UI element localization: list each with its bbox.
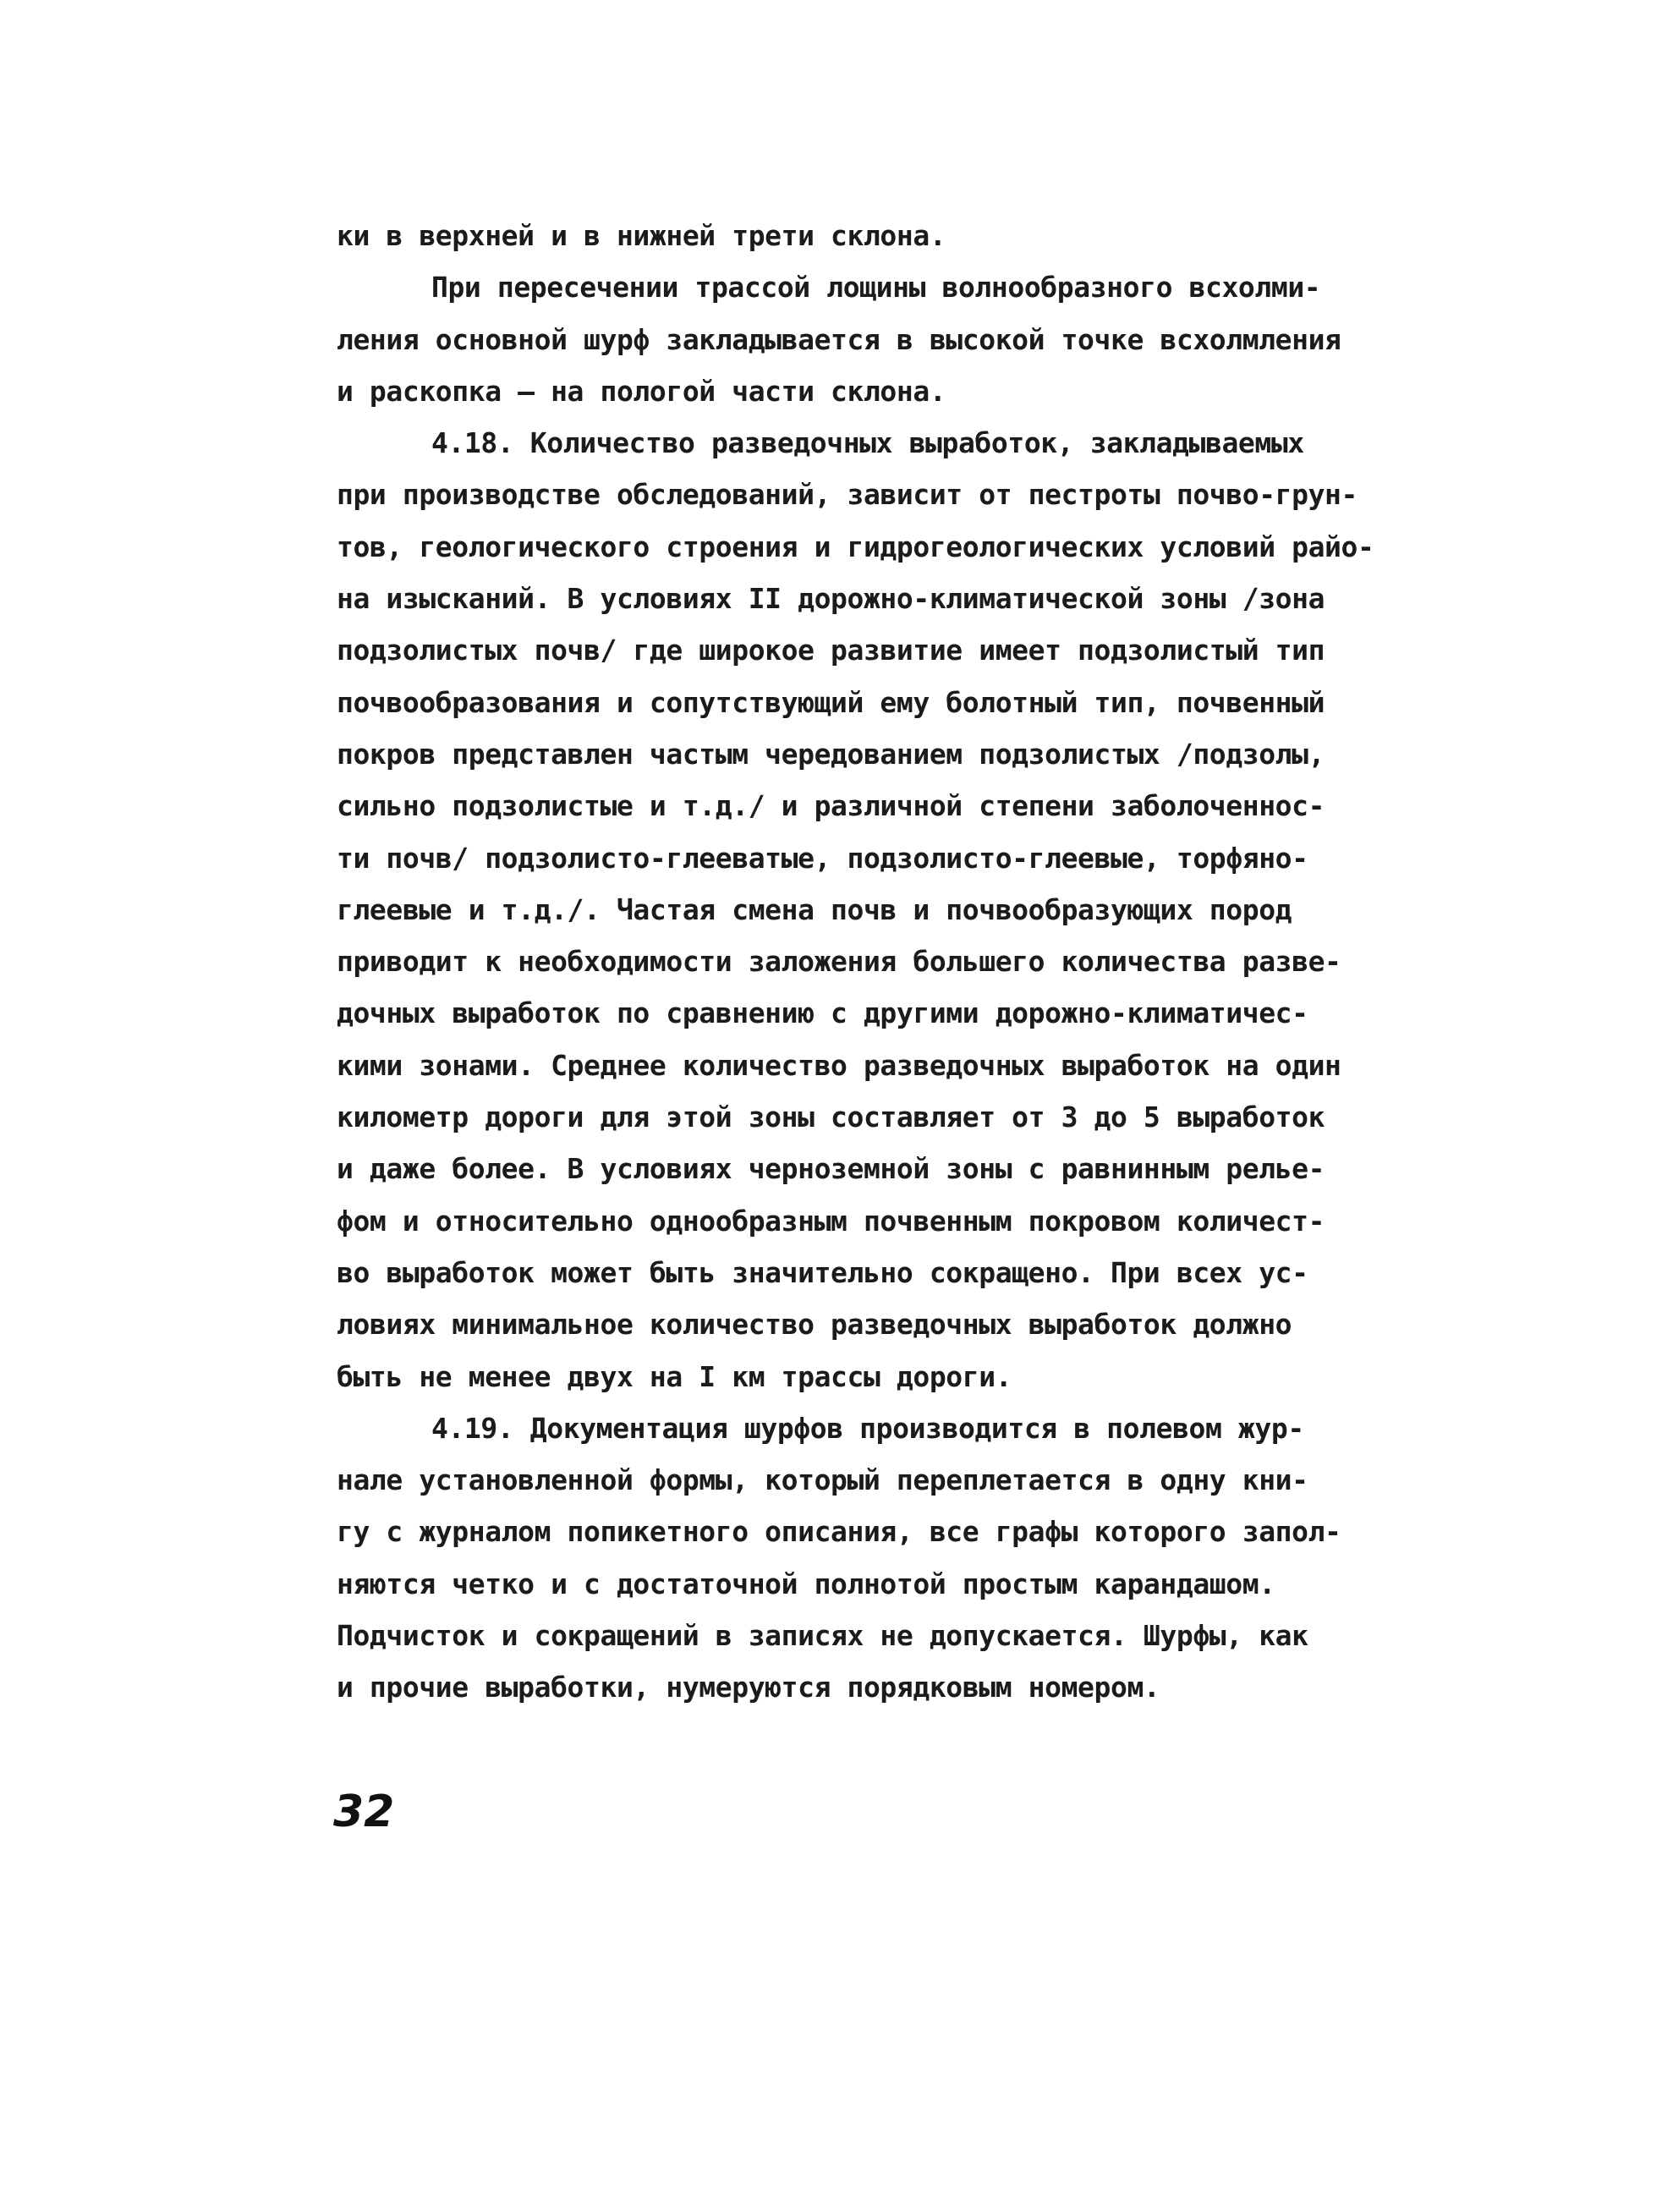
text-line: тов, геологического строения и гидрогеологических условий райо- xyxy=(337,530,1374,563)
text-line: и даже более. В условиях черноземной зоны с равнинным релье- xyxy=(337,1152,1325,1186)
text-line: приводит к необходимости заложения большего количества разве- xyxy=(337,945,1341,979)
text-line: нале установленной формы, который переплетается в одну кни- xyxy=(337,1463,1308,1497)
text-line: ки в верхней и в нижней трети склона. xyxy=(337,219,946,252)
body-text xyxy=(337,210,1394,1714)
paragraph-start-line: При пересечении трассой лощины волнообразного всхолми- xyxy=(431,271,1321,305)
section-4-18-heading-line: 4.18. Количество разведочных выработок, закладываемых xyxy=(431,426,1304,460)
page-number: 32 xyxy=(333,1787,395,1837)
text-line: на изысканий. В условиях II дорожно-климатической зоны /зона xyxy=(337,582,1325,616)
text-line: дочных выработок по сравнению с другими дорожно-климатичес- xyxy=(337,996,1308,1030)
text-line: во выработок может быть значительно сокращено. При всех ус- xyxy=(337,1255,1308,1289)
text-line: при производстве обследований, зависит от пестроты почво-грун- xyxy=(337,478,1358,512)
text-line: почвообразования и сопутствующий ему болотный тип, почвенный xyxy=(337,685,1325,719)
text-line: покров представлен частым чередованием подзолистых /подзолы, xyxy=(337,737,1325,771)
text-line: кими зонами. Среднее количество разведочных выработок на один xyxy=(337,1048,1341,1082)
text-line: няются четко и с достаточной полнотой простым карандашом. xyxy=(337,1567,1275,1600)
text-line: быть не менее двух на I км трассы дороги. xyxy=(337,1359,1012,1393)
text-line: сильно подзолистые и т.д./ и различной степени заболоченнос- xyxy=(337,789,1325,823)
text-line: глеевые и т.д./. Частая смена почв и почвообразующих пород xyxy=(337,892,1292,926)
section-4-19-heading-line: 4.19. Документация шурфов производится в полевом жур- xyxy=(431,1411,1304,1445)
text-line: гу с журналом попикетного описания, все графы которого запол- xyxy=(337,1515,1341,1549)
text-line: ловиях минимальное количество разведочных выработок должно xyxy=(337,1308,1292,1342)
text-line: километр дороги для этой зоны составляет от 3 до 5 выработок xyxy=(337,1101,1325,1134)
text-line: ти почв/ подзолисто-глееватые, подзолисто-глеевые, торфяно- xyxy=(337,841,1308,875)
text-line: и раскопка – на пологой части склона. xyxy=(337,374,946,408)
text-line: ления основной шурф закладывается в высокой точке всхолмления xyxy=(337,322,1341,356)
text-line: подзолистых почв/ где широкое развитие имеет подзолистый тип xyxy=(337,634,1325,667)
text-line: Подчисток и сокращений в записях не допускается. Шурфы, как xyxy=(337,1619,1308,1653)
text-line: и прочие выработки, нумеруются порядковым номером. xyxy=(337,1671,1160,1704)
text-line: фом и относительно однообразным почвенным покровом количест- xyxy=(337,1204,1325,1238)
